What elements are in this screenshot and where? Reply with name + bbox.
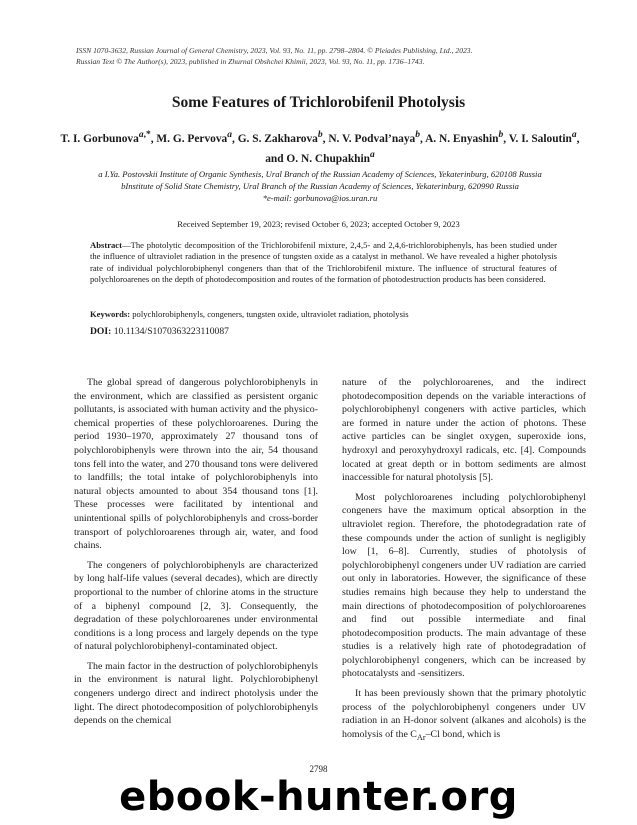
abstract — [90, 240, 557, 286]
body-paragraph: The main factor in the destruction of polychlorobiphenyls in the environment is natural light. Polychlorobiphenyl congeners undergo direct and indirect photolysis under the light. The direct photodecomposition of polychlorobiphenyls depends on the chemical — [74, 660, 318, 727]
author-list: T. I. Gorbunova$^{a,*}$, M. G. Pervova$^a$, G. S. Zakharova$^b$, N. V. Podval’naya$^b$, A. N. Enyashin$^b$, V. I. Saloutin$^a$, and O. N. Chupakhin$^a$ — [60, 130, 580, 165]
affiliations — [40, 168, 600, 204]
affiliation-b: bInstitute of Solid State Chemistry, Ural Branch of the Russian Academy of Sciences, Yekaterinburg, 620990 Russia — [121, 181, 519, 191]
watermark: ebook-hunter.org — [119, 774, 518, 820]
body-paragraph: It has been previously shown that the primary photolytic process of the polychlorobiphenyl congeners under UV radiation in an H-donor solvent (alkanes and alcohols) is the homolysis of the $C_{Ar}-Cl$ bond, which is — [342, 688, 586, 742]
doi — [90, 326, 557, 337]
journal-header — [76, 45, 576, 67]
doi-text: 10.1134/S1070363223110087 — [111, 326, 229, 337]
corresponding-email: *e-mail: gorbunova@ios.uran.ru — [262, 193, 378, 203]
article-title: Some Features of Trichlorobifenil Photolysis — [171, 94, 466, 111]
body-column-left — [74, 376, 318, 734]
journal-header-line: ISSN 1070-3632, Russian Journal of General Chemistry, 2023, Vol. 93, No. 11, pp. 2798–2804. © Pleiades Publishing, Ltd., 2023. — [76, 46, 473, 55]
abstract-label: Abstract — [90, 240, 122, 250]
affiliation-a: a I.Ya. Postovskii Institute of Organic Synthesis, Ural Branch of the Russian Academy of Sciences, Yekaterinburg, 620108 Russia — [98, 169, 542, 179]
keywords-label: Keywords: — [90, 309, 131, 319]
body-paragraph: The global spread of dangerous polychlorobiphenyls in the environment, which are classified as persistent organic pollutants, is associated with human activity and the physico-chemical properties of these polychloroarenes. During the period 1930–1970, approximately 27 thousand tons of polychlorobiphenyls were thrown into the air, 54 thousand tons fell into the water, and 270 thousand tons were delivered to landfills; the total intake of polychlorobiphenyls into natural objects amounted to about 354 thousand tons [1]. These processes were facilitated by intentional and unintentional spills of polychlorobiphenyls and cross-border transport of polychloroarenes through air, water, and food chains. — [74, 377, 318, 552]
keywords — [90, 309, 557, 319]
received-dates: Received September 19, 2023; revised October 6, 2023; accepted October 9, 2023 — [177, 219, 460, 229]
journal-header-line: Russian Text © The Author(s), 2023, published in Zhurnal Obshchei Khimii, 2023, Vol. 93, No. 11, pp. 1736–1743. — [76, 57, 425, 66]
body-paragraph: The congeners of polychlorobiphenyls are characterized by long half-life values (several decades), which are directly proportional to the number of chlorine atoms in the structure of a biphenyl compound [2, 3]. Consequently, the degradation of these polychloroarenes under environmental conditions is a long process and largely depends on the type of natural polychlorobiphenyl-contaminated object. — [74, 559, 318, 653]
keywords-text: polychlorobiphenyls, congeners, tungsten oxide, ultraviolet radiation, photolysis — [130, 309, 409, 319]
page-number: 2798 — [309, 764, 328, 774]
body-column-right — [342, 376, 586, 750]
body-paragraph: nature of the polychloroarenes, and the indirect photodecomposition depends on the variable interactions of polychlorobiphenyl congeners with active particles, which are formed in nature under the action of photons. These active particles can be singlet oxygen, superoxide ions, hydroxyl and peroxyhydroxyl radicals, etc. [4]. Compounds located at great depth or in bottom sediments are almost inaccessible for natural photolysis [5]. — [342, 377, 586, 484]
body-paragraph: Most polychloroarenes including polychlorobiphenyl congeners have the maximum optical absorption in the ultraviolet region. Therefore, the photodegradation rate of these compounds under the action of sunlight is negligibly low [1, 6–8]. Currently, studies of photolysis of polychlorobiphenyl congeners under UV radiation are carried out only in laboratories. However, the significance of these studies remains high because they help to understand the main directions of photodecomposition of polychloroarenes and find out possible intermediate and final photodecomposition products. The main advantage of these studies is a relatively high rate of photodegradation of polychlorobiphenyl congeners, which can be increased by photocatalysts and -sensitizers. — [342, 491, 586, 680]
abstract-text: —The photolytic decomposition of the Trichlorobifenil mixture, 2,4,5- and 2,4,6-trichlorobiphenyls, has been studied under the influence of ultraviolet radiation in the presence of tungsten oxide as a catalyst in methanol. We have revealed a higher photolysis rate of individual polychlorobiphenyl congeners than that of the Trichlorobifenil mixture. The influence of structural features of polychloroarenes on the depth of photodecomposition and routes of the formation of photodestruction products has been considered. — [90, 240, 557, 285]
doi-label: DOI: — [90, 326, 112, 337]
